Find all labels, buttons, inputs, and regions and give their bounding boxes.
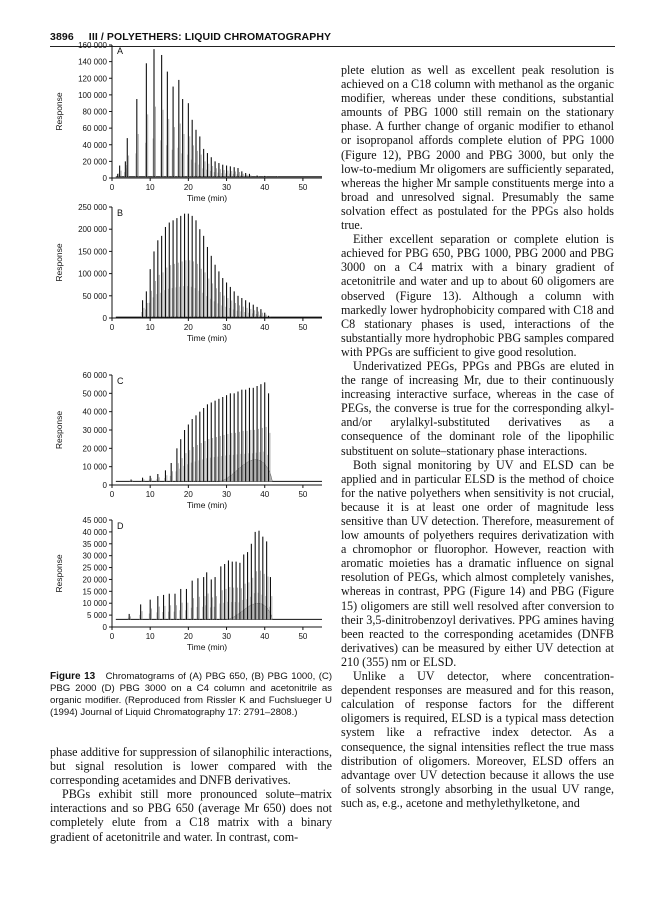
panel-label: B xyxy=(117,208,124,218)
y-tick-label: 0 xyxy=(102,623,107,632)
x-tick-label: 0 xyxy=(109,183,115,192)
y-tick-label: 200 000 xyxy=(78,225,107,235)
panel-label: A xyxy=(117,46,124,56)
y-tick-label: 30 000 xyxy=(82,551,107,561)
figure-13-chromatograms xyxy=(40,41,330,665)
caption-label: Figure 13 xyxy=(50,671,96,682)
y-tick-label: 50 000 xyxy=(82,291,107,301)
y-axis-label: Response xyxy=(54,92,64,131)
x-tick-label: 0 xyxy=(109,490,115,499)
y-tick-label: 100 000 xyxy=(78,269,107,279)
paragraph: plete elution as well as excellent peak resolution is achieved on a C18 column with methanol as the organic modifier, whereas under these conditions, substantial amounts of PBG 1000 still remain on the stationary phase. A further change of organic modifier to ethanol or isopropanol affords complete elution of PPG 1000 (Figure 12), PBG 2000 and PBG 3000, but only the low-to-medium Mr oligomers are sufficiently separated, whereas the higher Mr sample constituents merge into a broad and unresolved signal. Presumably the same solvation effect as postulated for the PPGs also holds true. xyxy=(341,63,614,233)
y-tick-label: 250 000 xyxy=(78,203,107,212)
paragraph: phase additive for suppression of silanophilic interactions, but signal resolution is lower compared with the corresponding acetamides and DNFB derivatives. xyxy=(50,745,332,788)
y-axis-label: Response xyxy=(54,410,64,450)
x-tick-label: 50 xyxy=(298,632,308,641)
x-tick-label: 30 xyxy=(222,490,231,499)
x-tick-label: 20 xyxy=(183,323,193,332)
x-tick-label: 30 xyxy=(222,183,231,192)
x-tick-label: 40 xyxy=(260,490,270,499)
y-tick-label: 0 xyxy=(102,314,107,323)
y-tick-label: 15 000 xyxy=(82,587,107,597)
y-tick-label: 160 000 xyxy=(78,41,107,50)
y-tick-label: 50 000 xyxy=(82,389,107,399)
chart-panel-a xyxy=(54,41,322,203)
y-tick-label: 60 000 xyxy=(82,124,107,134)
y-tick-label: 30 000 xyxy=(82,426,107,435)
y-tick-label: 0 xyxy=(102,174,107,183)
left-column-text xyxy=(50,745,332,844)
x-tick-label: 10 xyxy=(145,632,155,641)
y-tick-label: 10 000 xyxy=(82,462,107,472)
y-tick-label: 35 000 xyxy=(82,539,107,549)
x-tick-label: 40 xyxy=(260,323,270,332)
x-tick-label: 10 xyxy=(145,183,155,192)
panel-label: D xyxy=(117,521,124,531)
x-axis-label: Time (min) xyxy=(186,333,228,343)
paragraph: PBGs exhibit still more pronounced solute–matrix interactions and so PBG 650 (average Mr 650) does not completely elute from a C18 matrix with a binary gradient of acetonitrile and water. In contrast, com- xyxy=(50,787,332,844)
y-tick-label: 140 000 xyxy=(78,57,107,67)
y-axis-label: Response xyxy=(54,554,64,593)
y-tick-label: 60 000 xyxy=(82,371,107,380)
paragraph: Underivatized PEGs, PPGs and PBGs are eluted in the range of increasing Mr, due to their continuously increasing interactive surface, whereas in the case of PEGs, the converse is true for the corresponding alkyl- and/or arylalkyl-substituted derivatives as a consequence of the dominant role of the lipophilic substituent on solute–stationary phase interactions. xyxy=(341,358,614,458)
page-number: 3896 xyxy=(50,31,74,43)
y-tick-label: 120 000 xyxy=(78,74,107,84)
chart-panel-b xyxy=(54,203,322,343)
x-tick-label: 20 xyxy=(183,632,193,641)
chart-panel-d xyxy=(54,516,322,652)
y-axis-label: Response xyxy=(54,243,64,282)
y-tick-label: 45 000 xyxy=(82,516,107,525)
x-tick-label: 20 xyxy=(183,183,193,192)
x-axis-label: Time (min) xyxy=(186,193,228,203)
x-tick-label: 50 xyxy=(298,490,308,499)
x-axis-label: Time (min) xyxy=(186,642,228,652)
y-tick-label: 0 xyxy=(102,481,107,490)
figure-caption xyxy=(50,671,332,719)
x-axis-label: Time (min) xyxy=(186,500,228,510)
y-tick-label: 40 000 xyxy=(82,407,107,417)
paragraph: Unlike a UV detector, where concentration-dependent responses are measured and for this reason, calculation of response factors for the different oligomers is required, ELSD is a typical mass detection system like a refractive index detector. As a consequence, the signal intensities reflect the true mass distribution of oligomers. Moreover, ELSD offers an advantage over UV detection because it allows the use of solvents strongly absorbing in the usual UV range, such as, e.g., acetone and methylethylketone, and xyxy=(341,669,614,810)
x-tick-label: 50 xyxy=(298,183,308,192)
y-tick-label: 40 000 xyxy=(82,140,107,150)
y-tick-label: 80 000 xyxy=(82,107,107,117)
caption-text: Chromatograms of (A) PBG 650, (B) PBG 1000, (C) PBG 2000 (D) PBG 3000 on a C4 column and acetonitrile as organic modifier. (Reproduced from Rissler K and Fuchslueger U (1994) Journal of Liquid Chromatography 17: 2791–2808.) xyxy=(50,671,333,718)
x-tick-label: 20 xyxy=(183,490,193,499)
chart-panel-c xyxy=(54,371,322,510)
x-tick-label: 0 xyxy=(109,323,115,332)
x-tick-label: 10 xyxy=(145,323,155,332)
y-tick-label: 150 000 xyxy=(78,247,107,257)
x-tick-label: 30 xyxy=(222,632,231,641)
y-tick-label: 25 000 xyxy=(82,563,107,573)
x-tick-label: 50 xyxy=(298,323,308,332)
y-tick-label: 5 000 xyxy=(86,611,107,621)
y-tick-label: 20 000 xyxy=(82,575,107,585)
right-column-text xyxy=(341,63,614,810)
y-tick-label: 40 000 xyxy=(82,527,107,537)
y-tick-label: 20 000 xyxy=(82,157,107,167)
header-rule xyxy=(50,46,615,47)
x-tick-label: 0 xyxy=(109,632,115,641)
paragraph: Both signal monitoring by UV and ELSD can be applied and in particular ELSD is the method of choice for the native polyethers when sensitivity is not crucial, because it is at least one order of magnitude less sensitive than UV detection. Therefore, measurement of low amounts of polyethers requires derivatization with a chromophor or fluorophor. However, reaction with aromatic moieties has a dramatic influence on signal resolution of PEGs, which almost completely vanishes, whereas in contrast, PPG (Figure 14) and PBG (Figure 15) oligomers are still well resolved after conversion to their 3,5-dinitrobenzoyl derivatives. PPG amines having been reacted to the corresponding acetamides (DNFB derivatives) can be measured by either UV detection at 210 (355) nm or ELSD. xyxy=(341,457,614,669)
y-tick-label: 100 000 xyxy=(78,90,107,100)
paragraph: Either excellent separation or complete elution is achieved for PBG 650, PBG 1000, PBG 2000 and PBG 3000 on a C4 matrix with a binary gradient of acetonitrile and water and up to about 60 oligomers are observed (Figure 13). Although a column with markedly lower hydrophobicity compared with C18 and C8 stationary phases is used, interactions of the substantially more hydrophobic PBG samples compared with PPGs are sufficient to give good resolution. xyxy=(341,232,614,359)
x-tick-label: 40 xyxy=(260,632,270,641)
y-tick-label: 20 000 xyxy=(82,444,107,454)
x-tick-label: 10 xyxy=(145,490,155,499)
running-title: III / POLYETHERS: LIQUID CHROMATOGRAPHY xyxy=(88,31,332,43)
x-tick-label: 30 xyxy=(222,323,231,332)
y-tick-label: 10 000 xyxy=(82,599,107,609)
x-tick-label: 40 xyxy=(260,183,270,192)
panel-label: C xyxy=(117,376,124,386)
